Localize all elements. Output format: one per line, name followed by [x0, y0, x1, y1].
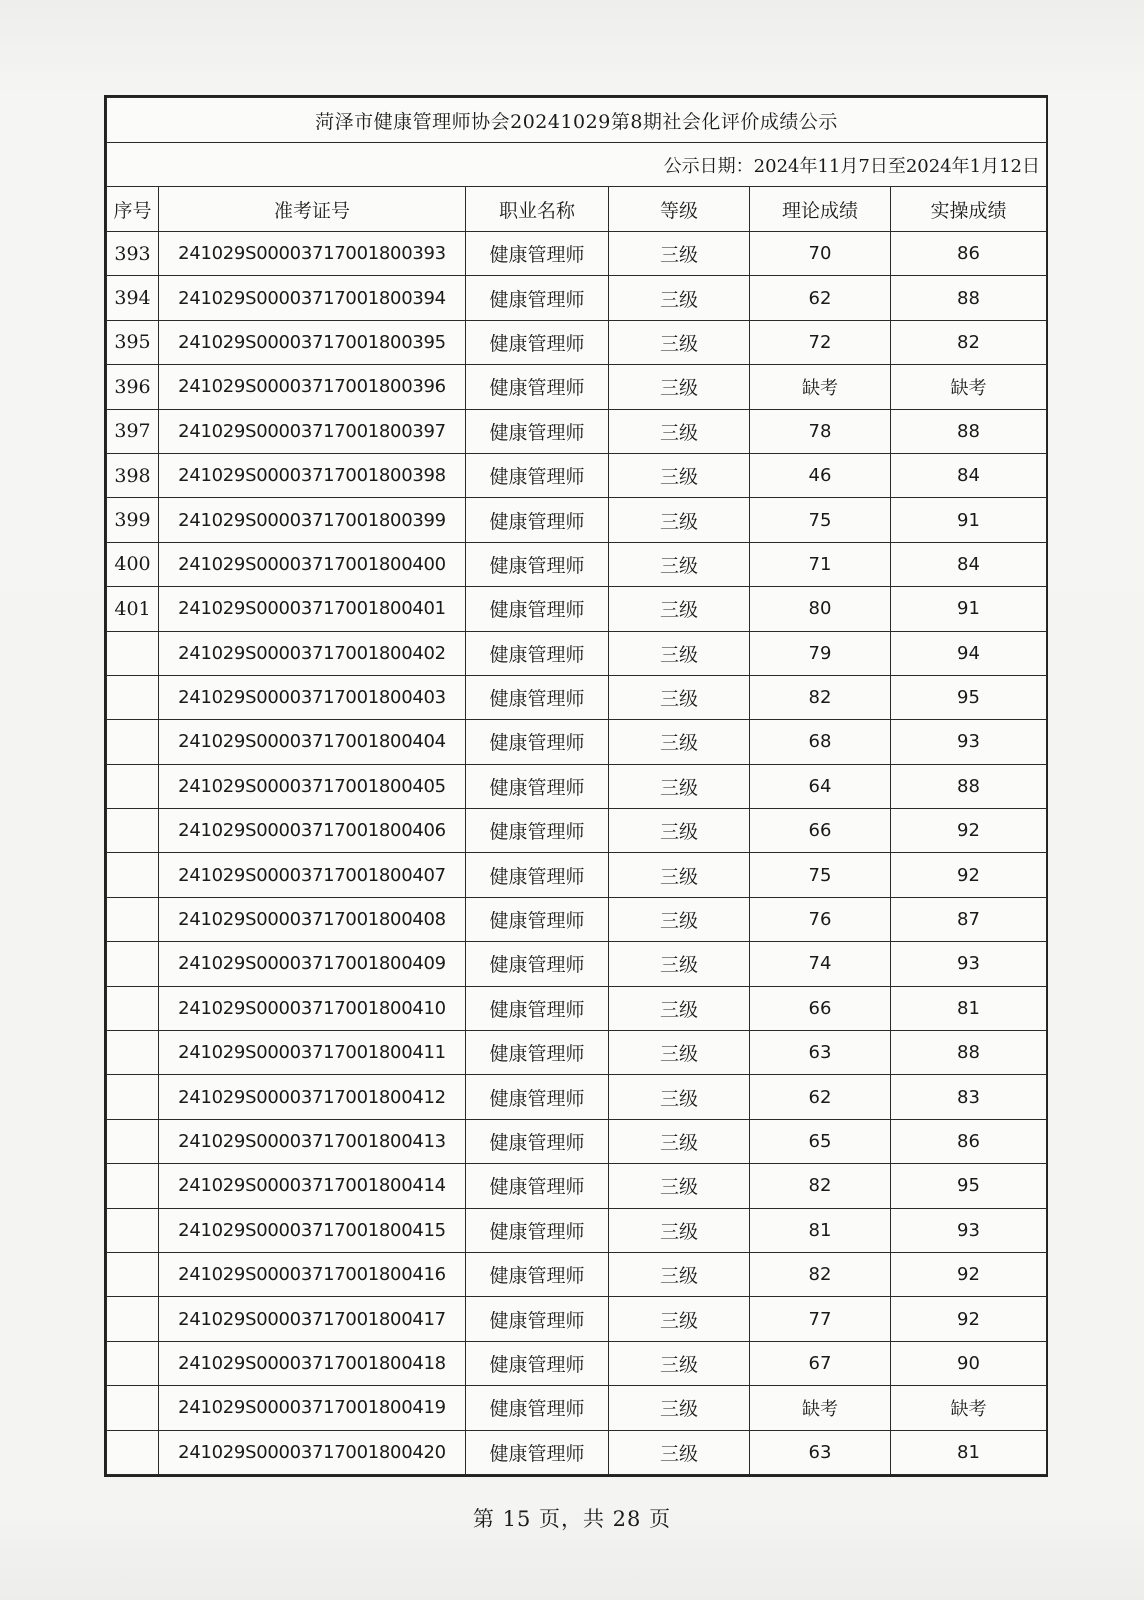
- cell-level: 三级: [609, 631, 750, 675]
- table-row: [107, 986, 1047, 1030]
- cell-job: 健康管理师: [466, 1119, 609, 1163]
- table-row: [107, 276, 1047, 320]
- cell-exam-id: 241029S00003717001800411: [159, 1031, 466, 1075]
- cell-job: 健康管理师: [466, 587, 609, 631]
- cell-practice-score: 86: [891, 1119, 1047, 1163]
- cell-level: 三级: [609, 897, 750, 941]
- table-row: [107, 1208, 1047, 1252]
- table-row: [107, 675, 1047, 719]
- cell-no: [107, 1031, 159, 1075]
- cell-exam-id: 241029S00003717001800403: [159, 675, 466, 719]
- cell-job: 健康管理师: [466, 631, 609, 675]
- cell-theory-score: 65: [750, 1119, 891, 1163]
- table-row: [107, 232, 1047, 276]
- date-row: [107, 143, 1047, 187]
- cell-no: [107, 809, 159, 853]
- table-row: [107, 897, 1047, 941]
- cell-exam-id: 241029S00003717001800399: [159, 498, 466, 542]
- cell-no: 394: [107, 276, 159, 320]
- table-row: [107, 764, 1047, 808]
- cell-theory-score: 46: [750, 453, 891, 497]
- cell-no: 398: [107, 453, 159, 497]
- cell-exam-id: 241029S00003717001800412: [159, 1075, 466, 1119]
- document-title: 菏泽市健康管理师协会20241029第8期社会化评价成绩公示: [107, 98, 1047, 143]
- cell-exam-id: 241029S00003717001800410: [159, 986, 466, 1030]
- cell-exam-id: 241029S00003717001800408: [159, 897, 466, 941]
- cell-job: 健康管理师: [466, 1386, 609, 1430]
- cell-level: 三级: [609, 1075, 750, 1119]
- cell-level: 三级: [609, 1164, 750, 1208]
- cell-level: 三级: [609, 720, 750, 764]
- cell-job: 健康管理师: [466, 1252, 609, 1296]
- table-row: [107, 1164, 1047, 1208]
- cell-level: 三级: [609, 1031, 750, 1075]
- cell-level: 三级: [609, 675, 750, 719]
- cell-job: 健康管理师: [466, 809, 609, 853]
- cell-theory-score: 67: [750, 1341, 891, 1385]
- cell-job: 健康管理师: [466, 675, 609, 719]
- table-row: [107, 1075, 1047, 1119]
- cell-exam-id: 241029S00003717001800396: [159, 365, 466, 409]
- cell-exam-id: 241029S00003717001800405: [159, 764, 466, 808]
- cell-practice-score: 缺考: [891, 1386, 1047, 1430]
- cell-job: 健康管理师: [466, 853, 609, 897]
- cell-practice-score: 88: [891, 276, 1047, 320]
- cell-theory-score: 78: [750, 409, 891, 453]
- cell-level: 三级: [609, 764, 750, 808]
- cell-theory-score: 72: [750, 320, 891, 364]
- cell-job: 健康管理师: [466, 409, 609, 453]
- cell-no: [107, 1297, 159, 1341]
- cell-job: 健康管理师: [466, 498, 609, 542]
- cell-theory-score: 77: [750, 1297, 891, 1341]
- column-header-id: 准考证号: [159, 187, 466, 232]
- cell-theory-score: 缺考: [750, 1386, 891, 1430]
- cell-level: 三级: [609, 1252, 750, 1296]
- cell-practice-score: 91: [891, 587, 1047, 631]
- cell-level: 三级: [609, 1119, 750, 1163]
- cell-theory-score: 62: [750, 1075, 891, 1119]
- column-header-no: 序号: [107, 187, 159, 232]
- cell-job: 健康管理师: [466, 276, 609, 320]
- cell-exam-id: 241029S00003717001800398: [159, 453, 466, 497]
- cell-theory-score: 缺考: [750, 365, 891, 409]
- cell-no: [107, 720, 159, 764]
- cell-job: 健康管理师: [466, 1341, 609, 1385]
- cell-practice-score: 93: [891, 942, 1047, 986]
- cell-no: 396: [107, 365, 159, 409]
- cell-no: [107, 1164, 159, 1208]
- cell-theory-score: 82: [750, 1164, 891, 1208]
- cell-job: 健康管理师: [466, 453, 609, 497]
- cell-level: 三级: [609, 809, 750, 853]
- table-row: [107, 853, 1047, 897]
- cell-job: 健康管理师: [466, 1164, 609, 1208]
- table-row: [107, 720, 1047, 764]
- cell-theory-score: 82: [750, 1252, 891, 1296]
- cell-no: [107, 1075, 159, 1119]
- cell-no: [107, 1252, 159, 1296]
- cell-exam-id: 241029S00003717001800409: [159, 942, 466, 986]
- cell-no: 399: [107, 498, 159, 542]
- table-row: [107, 365, 1047, 409]
- cell-job: 健康管理师: [466, 1297, 609, 1341]
- cell-theory-score: 75: [750, 853, 891, 897]
- column-header-job: 职业名称: [466, 187, 609, 232]
- table-row: [107, 942, 1047, 986]
- cell-theory-score: 63: [750, 1031, 891, 1075]
- cell-no: [107, 1341, 159, 1385]
- cell-level: 三级: [609, 453, 750, 497]
- cell-exam-id: 241029S00003717001800416: [159, 1252, 466, 1296]
- cell-no: [107, 1208, 159, 1252]
- cell-practice-score: 缺考: [891, 365, 1047, 409]
- cell-practice-score: 82: [891, 320, 1047, 364]
- table-row: [107, 1430, 1047, 1474]
- table-row: [107, 453, 1047, 497]
- cell-practice-score: 92: [891, 1297, 1047, 1341]
- table-row: [107, 1252, 1047, 1296]
- cell-exam-id: 241029S00003717001800404: [159, 720, 466, 764]
- cell-job: 健康管理师: [466, 764, 609, 808]
- table-row: [107, 498, 1047, 542]
- cell-practice-score: 87: [891, 897, 1047, 941]
- cell-no: [107, 897, 159, 941]
- cell-practice-score: 92: [891, 1252, 1047, 1296]
- cell-practice-score: 84: [891, 542, 1047, 586]
- table-row: [107, 542, 1047, 586]
- cell-level: 三级: [609, 542, 750, 586]
- cell-practice-score: 90: [891, 1341, 1047, 1385]
- cell-theory-score: 81: [750, 1208, 891, 1252]
- column-header-theory: 理论成绩: [750, 187, 891, 232]
- cell-no: [107, 942, 159, 986]
- cell-no: 397: [107, 409, 159, 453]
- cell-practice-score: 88: [891, 1031, 1047, 1075]
- cell-no: 400: [107, 542, 159, 586]
- cell-job: 健康管理师: [466, 232, 609, 276]
- cell-practice-score: 93: [891, 720, 1047, 764]
- cell-job: 健康管理师: [466, 986, 609, 1030]
- cell-level: 三级: [609, 365, 750, 409]
- header-row: [107, 187, 1047, 232]
- cell-level: 三级: [609, 232, 750, 276]
- cell-practice-score: 91: [891, 498, 1047, 542]
- cell-theory-score: 70: [750, 232, 891, 276]
- table-row: [107, 1119, 1047, 1163]
- table-row: [107, 1386, 1047, 1430]
- cell-exam-id: 241029S00003717001800420: [159, 1430, 466, 1474]
- cell-job: 健康管理师: [466, 320, 609, 364]
- cell-job: 健康管理师: [466, 365, 609, 409]
- cell-no: [107, 1386, 159, 1430]
- cell-job: 健康管理师: [466, 720, 609, 764]
- cell-exam-id: 241029S00003717001800414: [159, 1164, 466, 1208]
- cell-job: 健康管理师: [466, 1075, 609, 1119]
- cell-no: [107, 986, 159, 1030]
- cell-practice-score: 86: [891, 232, 1047, 276]
- table-row: [107, 1031, 1047, 1075]
- cell-no: [107, 1430, 159, 1474]
- cell-practice-score: 94: [891, 631, 1047, 675]
- cell-exam-id: 241029S00003717001800406: [159, 809, 466, 853]
- page-footer: 第 15 页，共 28 页: [472, 1507, 672, 1531]
- cell-theory-score: 79: [750, 631, 891, 675]
- cell-exam-id: 241029S00003717001800413: [159, 1119, 466, 1163]
- cell-exam-id: 241029S00003717001800407: [159, 853, 466, 897]
- cell-exam-id: 241029S00003717001800419: [159, 1386, 466, 1430]
- cell-theory-score: 68: [750, 720, 891, 764]
- cell-practice-score: 81: [891, 1430, 1047, 1474]
- cell-practice-score: 83: [891, 1075, 1047, 1119]
- results-table: [106, 97, 1047, 1475]
- table-row: [107, 587, 1047, 631]
- cell-job: 健康管理师: [466, 1031, 609, 1075]
- cell-no: 393: [107, 232, 159, 276]
- cell-level: 三级: [609, 986, 750, 1030]
- cell-exam-id: 241029S00003717001800402: [159, 631, 466, 675]
- cell-practice-score: 92: [891, 809, 1047, 853]
- cell-no: 395: [107, 320, 159, 364]
- cell-job: 健康管理师: [466, 942, 609, 986]
- cell-theory-score: 62: [750, 276, 891, 320]
- cell-exam-id: 241029S00003717001800393: [159, 232, 466, 276]
- cell-practice-score: 92: [891, 853, 1047, 897]
- publish-date: 公示日期：2024年11月7日至2024年1月12日: [107, 143, 1047, 187]
- table-row: [107, 409, 1047, 453]
- table-row: [107, 809, 1047, 853]
- cell-theory-score: 82: [750, 675, 891, 719]
- cell-no: [107, 853, 159, 897]
- cell-job: 健康管理师: [466, 542, 609, 586]
- cell-no: [107, 675, 159, 719]
- cell-no: [107, 764, 159, 808]
- cell-exam-id: 241029S00003717001800415: [159, 1208, 466, 1252]
- cell-exam-id: 241029S00003717001800417: [159, 1297, 466, 1341]
- title-row: [107, 98, 1047, 143]
- cell-level: 三级: [609, 320, 750, 364]
- cell-exam-id: 241029S00003717001800418: [159, 1341, 466, 1385]
- cell-exam-id: 241029S00003717001800397: [159, 409, 466, 453]
- table-row: [107, 631, 1047, 675]
- cell-theory-score: 76: [750, 897, 891, 941]
- table-row: [107, 320, 1047, 364]
- cell-practice-score: 88: [891, 764, 1047, 808]
- cell-theory-score: 63: [750, 1430, 891, 1474]
- cell-level: 三级: [609, 1208, 750, 1252]
- column-header-level: 等级: [609, 187, 750, 232]
- cell-practice-score: 95: [891, 1164, 1047, 1208]
- cell-level: 三级: [609, 498, 750, 542]
- cell-no: [107, 631, 159, 675]
- cell-level: 三级: [609, 1341, 750, 1385]
- column-header-practice: 实操成绩: [891, 187, 1047, 232]
- cell-practice-score: 93: [891, 1208, 1047, 1252]
- table-row: [107, 1297, 1047, 1341]
- cell-exam-id: 241029S00003717001800394: [159, 276, 466, 320]
- cell-practice-score: 95: [891, 675, 1047, 719]
- cell-exam-id: 241029S00003717001800400: [159, 542, 466, 586]
- cell-theory-score: 75: [750, 498, 891, 542]
- cell-practice-score: 84: [891, 453, 1047, 497]
- cell-theory-score: 66: [750, 809, 891, 853]
- cell-theory-score: 66: [750, 986, 891, 1030]
- cell-no: [107, 1119, 159, 1163]
- cell-job: 健康管理师: [466, 1430, 609, 1474]
- cell-no: 401: [107, 587, 159, 631]
- results-sheet: [104, 95, 1048, 1477]
- cell-practice-score: 81: [891, 986, 1047, 1030]
- cell-level: 三级: [609, 587, 750, 631]
- cell-level: 三级: [609, 1297, 750, 1341]
- cell-level: 三级: [609, 942, 750, 986]
- cell-level: 三级: [609, 853, 750, 897]
- cell-level: 三级: [609, 276, 750, 320]
- cell-theory-score: 80: [750, 587, 891, 631]
- table-row: [107, 1341, 1047, 1385]
- cell-level: 三级: [609, 409, 750, 453]
- cell-practice-score: 88: [891, 409, 1047, 453]
- cell-job: 健康管理师: [466, 1208, 609, 1252]
- cell-theory-score: 71: [750, 542, 891, 586]
- cell-exam-id: 241029S00003717001800395: [159, 320, 466, 364]
- cell-job: 健康管理师: [466, 897, 609, 941]
- cell-theory-score: 74: [750, 942, 891, 986]
- cell-exam-id: 241029S00003717001800401: [159, 587, 466, 631]
- cell-level: 三级: [609, 1430, 750, 1474]
- cell-level: 三级: [609, 1386, 750, 1430]
- cell-theory-score: 64: [750, 764, 891, 808]
